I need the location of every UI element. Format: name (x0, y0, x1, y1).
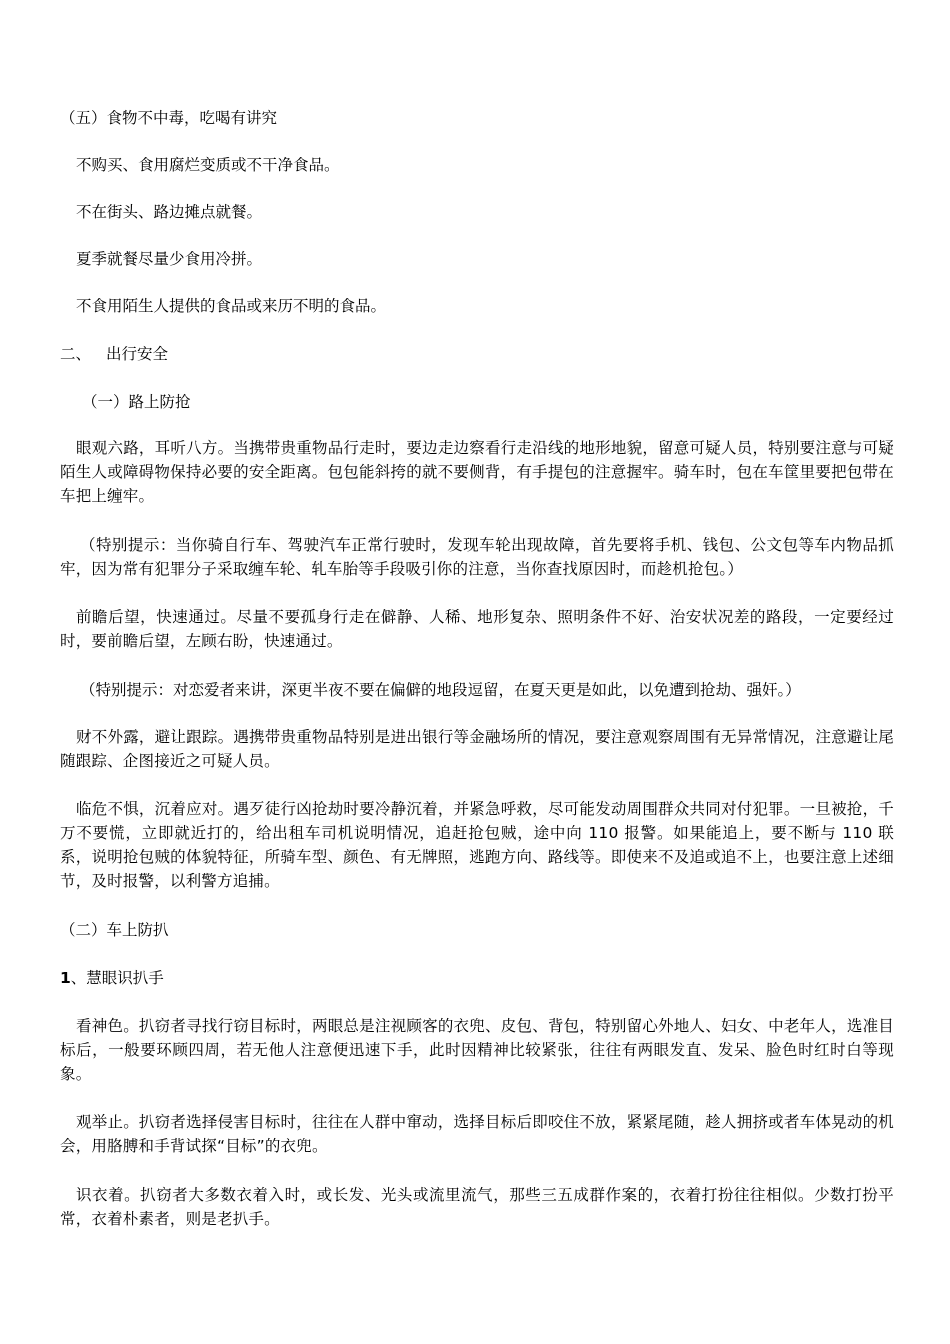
chapter-number: 二、 (60, 345, 92, 363)
point-heading-1 (60, 966, 894, 990)
chapter-title: 出行安全 (106, 345, 169, 363)
paragraph-vehicle-2: 观举止。扒窃者选择侵害目标时，往往在人群中窜动，选择目标后即咬住不放，紧紧尾随，趁人拥挤或者车体晃动的机会，用胳膊和手背试探“目标”的衣兜。 (60, 1113, 894, 1155)
food-item-3: 夏季就餐尽量少食用冷拼。 (76, 250, 263, 268)
subsection-heading-road: （一）路上防抢 (82, 393, 191, 411)
paragraph-road-4: 临危不惧，沉着应对。遇歹徒行凶抢劫时要冷静沉着，并紧急呼救，尽可能发动周围群众共同对付犯罪。一旦被抢，千万不要慌，立即就近打的，给出租车司机说明情况，追赶抢包贼，途中向 110 报警。如果能追上，要不断与 110 联系，说明抢包贼的体貌特征，所骑车型、颜色、有无牌照，逃跑方向、路线等。即使来不及追或追不上，也要注意上述细节，及时报警，以利警方追捕。 (60, 800, 894, 890)
section-heading-food: （五）食物不中毒，吃喝有讲究 (60, 109, 278, 127)
subsection-heading-vehicle: （二）车上防扒 (60, 921, 169, 939)
paragraph-road-3: 财不外露，避让跟踪。遇携带贵重物品特别是进出银行等金融场所的情况，要注意观察周围有无异常情况，注意避让尾随跟踪、企图接近之可疑人员。 (60, 728, 894, 770)
point-number: 1 (60, 969, 71, 987)
paragraph-road-2: 前瞻后望，快速通过。尽量不要孤身行走在僻静、人稀、地形复杂、照明条件不好、治安状况差的路段，一定要经过时，要前瞻后望，左顾右盼，快速通过。 (60, 608, 894, 650)
paragraph-road-tip-2: （特别提示：对恋爱者来讲，深更半夜不要在偏僻的地段逗留，在夏天更是如此，以免遭到抢劫、强奸。） (80, 681, 801, 699)
food-item-2: 不在街头、路边摊点就餐。 (76, 203, 263, 221)
paragraph-vehicle-1: 看神色。扒窃者寻找行窃目标时，两眼总是注视顾客的衣兜、皮包、背包，特别留心外地人、妇女、中老年人，选准目标后，一般要环顾四周，若无他人注意便迅速下手，此时因精神比较紧张，往往有两眼发直、发呆、脸色时红时白等现象。 (60, 1017, 894, 1083)
food-item-1: 不购买、食用腐烂变质或不干净食品。 (76, 156, 340, 174)
paragraph-road-tip-1: （特别提示：当你骑自行车、驾驶汽车正常行驶时，发现车轮出现故障，首先要将手机、钱包、公文包等车内物品抓牢，因为常有犯罪分子采取缠车轮、轧车胎等手段吸引你的注意，当你查找原因时，而趁机抢包。） (60, 536, 894, 578)
point-title: 、慧眼识扒手 (70, 969, 164, 987)
food-item-4: 不食用陌生人提供的食品或来历不明的食品。 (76, 297, 387, 315)
paragraph-vehicle-3: 识衣着。扒窃者大多数衣着入时，或长发、光头或流里流气，那些三五成群作案的，衣着打扮往往相似。少数打扮平常，衣着朴素者，则是老扒手。 (60, 1186, 894, 1228)
paragraph-road-1: 眼观六路，耳听八方。当携带贵重物品行走时，要边走边察看行走沿线的地形地貌，留意可疑人员，特别要注意与可疑陌生人或障碍物保持必要的安全距离。包包能斜挎的就不要侧背，有手提包的注意握牢。骑车时，包在车筐里要把包带在车把上缠牢。 (60, 439, 894, 505)
chapter-heading-travel (60, 342, 894, 366)
